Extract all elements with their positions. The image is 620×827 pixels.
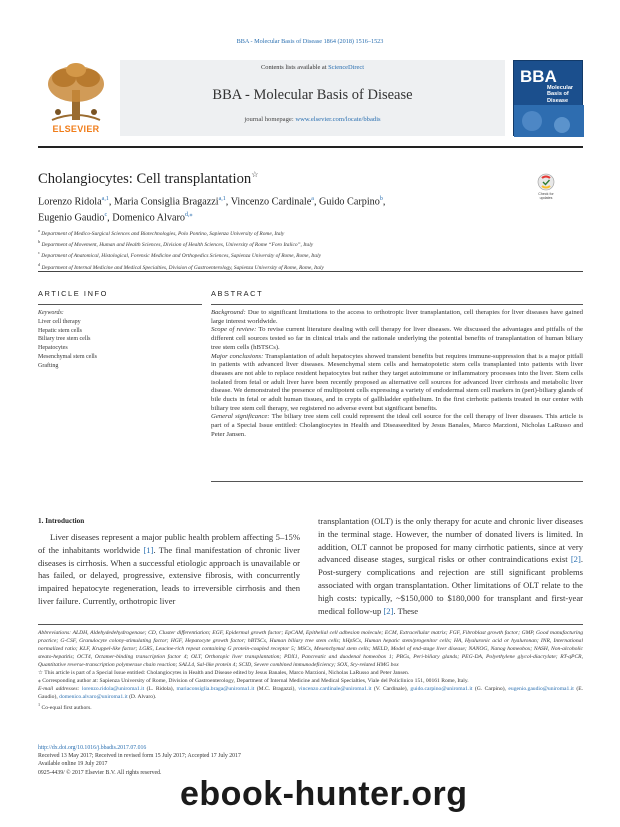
body-text: . The final manifestation of chronic liver diseases is cirrhosis. When a successful etiologic approach is unavailable or has failed, or delayed, progressive, extensive fibrosis, with concurrently impaired hepatocyte regeneration, leads to irreversible cirrhosis and then liver failure. Currently, orthotropic liver [38,544,300,606]
article-title [38,170,258,188]
coequal-mark: 1 [38,702,41,707]
keyword-list [38,318,97,370]
affiliation [38,238,583,249]
email-address[interactable]: lorenzo.ridola@uniroma1.it [81,686,145,692]
journal-cover [513,60,583,136]
elsevier-wordmark: ELSEVIER [52,124,100,134]
author-name[interactable]: Guido Carpino [319,196,380,208]
contents-prefix: Contents lists available at [261,64,327,71]
section-rule [38,271,583,272]
watermark: ebook-hunter.org [180,775,468,813]
author-name[interactable]: Domenico Alvaro [112,212,185,224]
email-owner: (M.C. Bragazzi), [254,686,299,692]
coequal-footnote [38,701,583,712]
affiliation-key: b [38,239,41,245]
affiliation-key: d [38,261,41,267]
keyword: Hepatocytes [38,345,68,352]
introduction-heading: 1. Introduction [38,517,85,525]
abstract-label: Major conclusions: [211,352,264,360]
abstract-paragraph [211,326,583,352]
header-rule [38,146,583,148]
special-issue-footnote: ☆ This article is part of a Special Issue entitled: Cholangiocytes in Health and Disease edited by Jesus Banales, Marco Marzioni, Nicholas LaRusso and Peter Jansen. [38,670,410,676]
abstract-paragraph [211,413,583,439]
body-text: Liver diseases represent a major public health problem affecting 5–15% of the inhabitants worldwide [38,532,300,555]
affiliation-key: c [38,250,40,256]
check-updates-icon [532,172,560,192]
email-address[interactable]: mariaconsiglia.braga@uniroma1.it [176,686,255,692]
abstract-rule [211,304,583,305]
journal-homepage [120,116,505,123]
body-text: . These [393,605,419,616]
affiliation-text: Department of Anatomical, Histological, Forensic Medicine and Orthopedics Sciences, Sapienza University of Rome, Rome, Italy [39,253,322,260]
journal-title: BBA - Molecular Basis of Disease [212,87,413,103]
reference-link[interactable]: [2] [570,554,581,565]
author-separator: , [107,212,113,224]
journal-header [38,60,583,136]
abstract-body [211,309,583,440]
abstract-paragraph [211,353,583,414]
affiliation-list [38,227,583,272]
abstract-heading: ABSTRACT [211,289,264,298]
author-affiliation-mark[interactable]: b [379,196,383,202]
footnotes [38,629,583,712]
article-title-text: Cholangiocytes: Cell transplantation [38,170,252,187]
author-separator: , [225,196,231,208]
corresponding-author-footnote: ⁎ Corresponding author at: Sapienza University of Rome, Division of Gastroenterology, Department of Internal Medicine and Medical Specialties, Viale del Policlinico 151, 00161 Rome, Italy. [38,678,469,684]
abstract-label: Background: [211,309,246,316]
author-name[interactable]: Lorenzo Ridola [38,196,102,208]
doi-link[interactable]: http://dx.doi.org/10.1016/j.bbadis.2017.07.016 [38,745,147,751]
coequal-text: Co-equal first authors. [41,704,92,711]
body-text: transplantation (OLT) is the only therapy for acute and chronic liver diseases in the terminal stage. However, the number of donated livers is limited. In addition, OLT cannot be proposed for many cirrhotic patients, since at very advanced disease stages, surgical risks or other contraindications exist [318,516,583,565]
affiliation-text: Department of Medico-Surgical Sciences and Biotechnologies, Polo Pontino, Sapienza University of Rome, Italy [39,230,285,237]
abstract-label: General significance: [211,413,270,421]
email-owner: (D. Alvaro). [127,694,157,700]
abstract-bottom-rule [211,481,583,482]
email-footnote [38,685,583,701]
abbreviations-text: Abbreviations: ALDH, Aldehydedehydrogenase; CD, Cluster differentiation; EGF, Epidermal growth factor; EpCAM, Epithelial cell adhesion molecule; ECM, Extracellular matrix; FGF, Fibroblast growth factor; GMP, Good manufacturing practice; G-CSF, Granulocyte colony-stimulating factor; HGF, Hepatocyte growth factor; hBTSCs, Human biliary tree stem cells; hHpSCs, Human hepatic stem/progenitor cells; HA, Hyaluronic acid or hyaluronan; INR, International normalized ratio; KLF, Kruppel-like factor; LGR5, Leucine-rich repeat containing G protein-coupled receptor 5; MSCs, Mesenchymal stem cells; MELD, Model of end-stage liver disease; NANOG, Nanog homeobox; NASH, Non-alcoholic steato-hepatitis; OCT4, Octamer-binding transcription factor 4; OLT, Orthotopic liver transplantation; PDX1, Pancreatic and duodenal homeobox 1; PBGs, Peri-biliary glands; PEG-DA, Polyethylene glycol-diacrylate; RT-qPCR, Quantitative reverse-transcription polymerase chain reaction; SALL4, Sal-like protein 4; SCID, Severe combined immunodeficiency; SOX, Sry-related HMG box [38,630,583,668]
abstract-text: The biliary tree stem cell could represent the ideal cell source for the cell therapy of liver diseases. This article is part of a Special Issue entitled: Cholangiocytes in Health and Diseaseedited by Jesus Banales, Marco Marzioni, Nicholas LaRusso and Peter Jansen. [211,413,583,438]
abstract-label: Scope of review: [211,326,257,334]
author-name[interactable]: Vincenzo Cardinale [230,196,312,208]
email-label: E-mail addresses: [38,686,82,692]
author-name[interactable]: Maria Consiglia Bragazzi [113,196,219,208]
homepage-link[interactable]: www.elsevier.com/locate/bbadis [295,116,381,123]
journal-masthead [120,60,505,136]
keyword: Biliary tree stem cells [38,336,91,343]
affiliation [38,249,583,260]
email-address[interactable]: domenico.alvaro@uniroma1.it [59,694,128,700]
author-separator: , [313,196,320,208]
affiliation-key: a [38,228,40,233]
author-affiliation-mark[interactable]: a,1 [218,196,226,202]
email-address[interactable]: vincenzo.cardinale@uniroma1.it [298,686,372,692]
author-affiliation-mark[interactable]: c [104,211,108,218]
article-info-rule [38,304,202,305]
introduction-column-left [38,531,300,608]
check-for-updates-badge[interactable] [532,172,560,204]
author-list [38,193,498,225]
keywords-label: Keywords: [38,310,64,316]
publication-info [38,744,241,777]
introduction-column-right [318,515,583,617]
contents-availability [120,64,505,71]
email-owner: (G. Carpino), [472,686,509,692]
email-address[interactable]: eugenio.gaudio@uniroma1.it [508,686,574,692]
keyword: Hepatic stem cells [38,327,82,334]
homepage-prefix: journal homepage: [244,116,294,123]
affiliation [38,227,583,238]
email-owner: (V. Cardinale), [371,686,411,692]
author-affiliation-mark[interactable]: a [311,196,314,202]
reference-link[interactable]: [2] [383,605,394,616]
cover-title: BBA [520,67,557,86]
abstract-text: Due to significant limitations to the access to orthotropic liver transplantation, cell therapies for liver diseases have gained large interest worldwide. [211,309,583,325]
copyright: 0925-4439/ © 2017 Elsevier B.V. All rights reserved. [38,769,162,776]
keyword: Mesenchymal stem cells [38,353,97,360]
affiliation-text: Department of Movement, Human and Health Sciences, Division of Health Sciences, University of Rome “Foro Italico”, Italy [40,242,314,248]
reference-link[interactable]: [1] [143,544,154,555]
affiliation-text: Department of Internal Medicine and Medical Specialties, Division of Gastroenterology, Sapienza University of Rome, Rome, Italy [40,264,324,271]
keyword: Grafting [38,362,59,369]
author-name[interactable]: Eugenio Gaudio [38,212,105,224]
cover-subtitle: Molecular Basis of Disease [547,85,574,104]
running-head: BBA - Molecular Basis of Disease 1864 (2018) 1516–1523 [236,38,384,45]
sciencedirect-link[interactable]: ScienceDirect [328,64,364,71]
footnote-rule [38,624,583,625]
abstract-paragraph [211,309,583,326]
title-footnote-mark[interactable]: ☆ [251,170,259,179]
email-address[interactable]: guido.carpino@uniroma1.it [410,686,473,692]
abstract-text: To revise current literature dealing with cell therapy for liver diseases. We discussed the advantages and pitfalls of the different cell sources tested so far in clinical trials and the rationale underlying the potential benefits of transplantation of human biliary tree stem cells (hBTSCs). [211,326,583,351]
available-online: Available online 19 July 2017 [38,761,108,768]
author-affiliation-mark[interactable]: d,⁎ [184,211,193,218]
author-separator: , [382,196,386,208]
abbreviations-footnote [38,629,583,669]
email-owner: (E. Gaudio), [38,686,584,700]
email-owner: (L. Ridola), [144,686,177,692]
body-text: . Post-surgery complications and rejection are still significant problems associated with organ transplantation. Other limitations of OLT relate to the high costs: typically, ~$150,000 to $180,000 for transplant and first-year medical follow-up [318,554,583,616]
abstract-text: Transplantation of adult hepatocytes showed transient benefits but requires immune-suppression that is a major pitfall in patients with advanced liver diseases. Mesenchymal stem cells and hematopoietic stem cells transplanted into patients with liver diseases are not able to replace resident hepatocytes but rather they target autoimmune or inflammatory processes into the liver. Stem cells isolated from fetal or adult liver have been recently proposed as alternative cell sources for advanced liver cirrhosis and metabolic liver disease. We demonstrated the presence of multipotent cells expressing a variety of endodermal stem cell markers in (peri)-biliary glands of bile ducts in fetal or adult human tissues, and in crypts of gallbladder epithelium. In the first cirrhotic patients treated in our center with biliary tree stem cell therapy, we registered no adverse event but significant benefits. [211,352,583,412]
article-info-heading: ARTICLE INFO [38,289,108,298]
keyword: Liver cell therapy [38,319,81,325]
author-affiliation-mark[interactable]: a,1 [101,196,109,202]
author-separator: , [108,196,114,208]
received-dates: Received 13 May 2017; Received in revised form 15 July 2017; Accepted 17 July 2017 [38,753,241,760]
check-updates-label: Check for updates [538,192,554,200]
